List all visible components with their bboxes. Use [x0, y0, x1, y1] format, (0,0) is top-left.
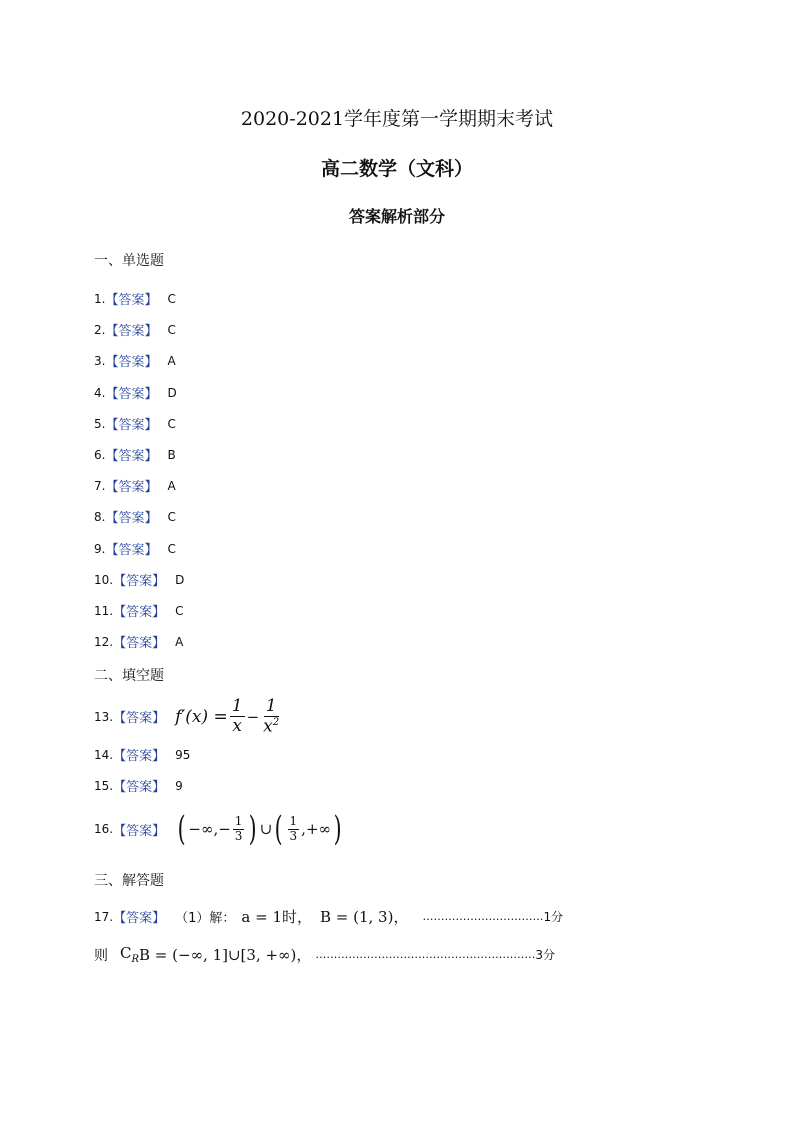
score-leader-dots: …………………………………………………… [315, 948, 536, 961]
question-number: 12. [94, 634, 114, 649]
answer-value: 9 [175, 778, 183, 793]
question-number: 13. [94, 709, 114, 724]
answer-tag: 【答案】 [113, 823, 166, 839]
answer-tag: 【答案】 [113, 911, 166, 926]
answer-value: 95 [175, 747, 191, 762]
question-number: 4. [94, 385, 106, 400]
fraction-one-over-x-squared: $\frac{1}{x^2}$ [263, 696, 280, 737]
answer-row-16: 16. 【答案】 ( −∞,− $\frac{1}{3}$ ) ∪ ( $\frac{1}{3}$ ,+∞ ) [94, 809, 342, 849]
answer-value: A [167, 478, 176, 493]
question-number: 5. [94, 416, 106, 431]
answer-value: D [175, 572, 185, 587]
answer-row [94, 570, 184, 589]
answer-tag: 【答案】 [113, 636, 166, 651]
solution-intro: （1）解： [175, 911, 236, 926]
question-number: 1. [94, 291, 106, 306]
answer-row-15 [94, 776, 183, 795]
answer-tag: 【答案】 [113, 749, 166, 764]
fraction-one-over-x: $\frac{1}{x}$ [231, 696, 243, 737]
answer-row [94, 351, 176, 370]
answer-tag: 【答案】 [105, 480, 158, 495]
fraction-one-third: $\frac{1}{3}$ [234, 814, 243, 843]
answer-tag: 【答案】 [105, 324, 158, 339]
union-sign: ∪ [259, 820, 273, 838]
answer-tag: 【答案】 [105, 511, 158, 526]
answer-row [94, 414, 176, 433]
answer-row [94, 539, 176, 558]
subject-title: 高二数学（文科） [320, 158, 473, 180]
answer-tag: 【答案】 [105, 355, 158, 370]
answer-value: C [167, 322, 176, 337]
answer-row [94, 320, 176, 339]
answer-tag: 【答案】 [113, 574, 166, 589]
answer-tag: 【答案】 [113, 780, 166, 795]
answer-value: C [175, 603, 184, 618]
interval-right-part: ,+∞ [301, 820, 332, 838]
answer-value: C [167, 291, 176, 306]
answer-value: A [167, 353, 176, 368]
question-number: 8. [94, 509, 106, 524]
exam-title: 2020-2021学年度第一学期期末考试 [240, 108, 554, 130]
question-number: 7. [94, 478, 106, 493]
section-solution: 三、解答题 [94, 873, 164, 889]
answer-tag: 【答案】 [105, 449, 158, 464]
answer-row [94, 476, 176, 495]
answer-tag: 【答案】 [105, 293, 158, 308]
answer-tag: 【答案】 [105, 418, 158, 433]
answer-value: C [167, 509, 176, 524]
question-number: 14. [94, 747, 114, 762]
answer-tag: 【答案】 [105, 387, 158, 402]
score-label: 1分 [543, 910, 564, 924]
answer-row-13 [94, 697, 283, 736]
question-number: 11. [94, 603, 114, 618]
answer-value: C [167, 416, 176, 431]
set-b: B = (1, 3)， [319, 908, 409, 926]
answer-row [94, 601, 184, 620]
question-number: 16. [94, 822, 114, 836]
answer-value: C [167, 541, 176, 556]
derivative-lhs: f′(x) = [175, 706, 228, 727]
answer-row [94, 289, 176, 308]
answer-row [94, 632, 183, 651]
answer-tag: 【答案】 [113, 711, 166, 727]
answer-tag: 【答案】 [113, 605, 166, 620]
then-word: 则 [94, 947, 108, 964]
section-fill-blank: 二、填空题 [94, 668, 164, 684]
answer-row-17 [94, 906, 563, 927]
answer-row-14 [94, 745, 190, 764]
answer-value: A [175, 634, 184, 649]
complement-symbol: $C_R$ [120, 944, 140, 965]
fraction-one-third: $\frac{1}{3}$ [289, 814, 298, 843]
answer-subtitle: 答案解析部分 [348, 207, 445, 226]
minus-sign: − [246, 707, 260, 726]
question-number: 9. [94, 541, 106, 556]
answer-row [94, 507, 176, 526]
answer-value: B [167, 447, 176, 462]
interval-left-part: −∞,− [188, 820, 231, 838]
question-number: 15. [94, 778, 114, 793]
question-number: 17. [94, 909, 114, 924]
score-leader-dots: …………………………… [422, 910, 544, 923]
score-label: 3分 [535, 948, 556, 962]
complement-expression: B = (−∞, 1]∪[3, +∞)， [139, 946, 312, 964]
condition-a: a = 1时， [241, 908, 312, 926]
answer-row [94, 445, 176, 464]
solution-line-2 [94, 944, 555, 965]
question-number: 2. [94, 322, 106, 337]
answer-row [94, 383, 177, 402]
question-number: 3. [94, 353, 106, 368]
section-single-choice: 一、单选题 [94, 253, 164, 269]
question-number: 6. [94, 447, 106, 462]
question-number: 10. [94, 572, 114, 587]
answer-value: D [167, 385, 177, 400]
answer-tag: 【答案】 [105, 543, 158, 558]
